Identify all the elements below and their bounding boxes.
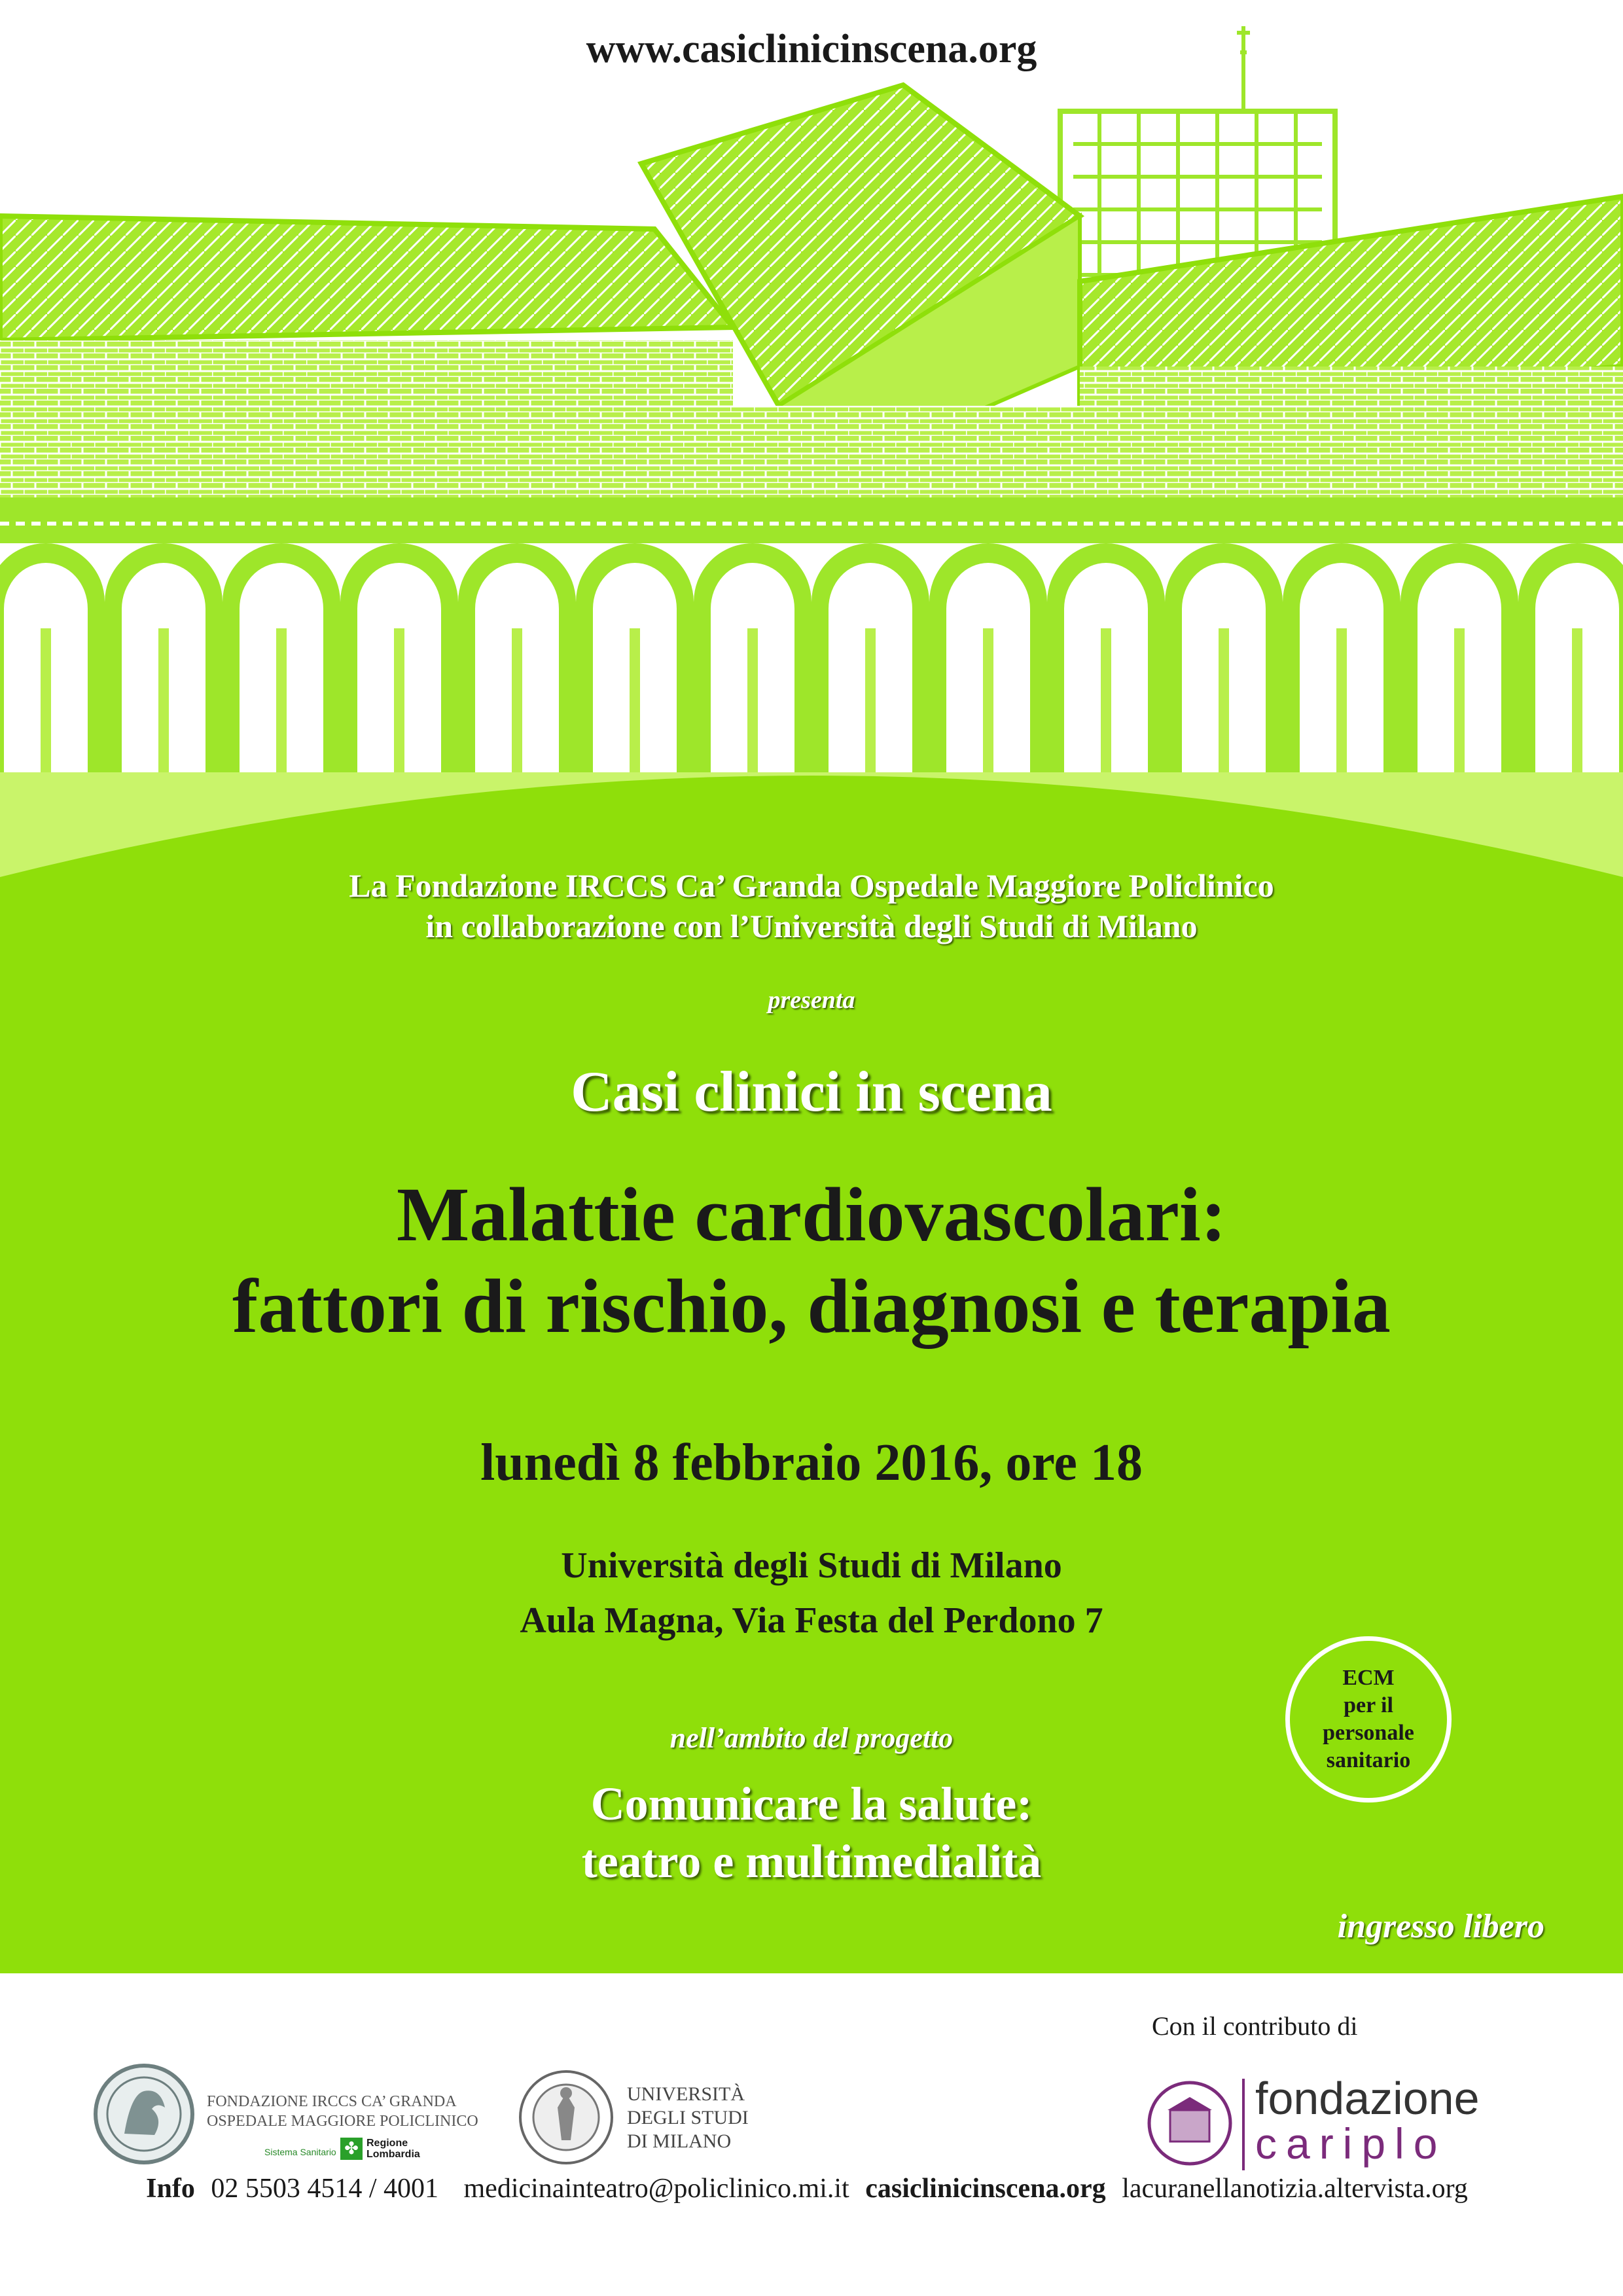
venue-line-2: Aula Magna, Via Festa del Perdono 7 — [520, 1600, 1103, 1641]
info-email[interactable]: medicinainteatro@policlinico.mi.it — [463, 2174, 849, 2204]
project-title-line-1: Comunicare la salute: — [590, 1778, 1033, 1830]
policlinico-logo-line-1: FONDAZIONE IRCCS CA’ GRANDA — [207, 2093, 457, 2110]
column — [747, 628, 758, 772]
organizer-line-2: in collaborazione con l’Università degli Studi di Milano — [425, 908, 1198, 944]
info-phone: 02 5503 4514 / 4001 — [211, 2174, 439, 2204]
sistema-sanitario-label: Sistema Sanitario — [264, 2147, 336, 2157]
ecm-badge-line-1: ECM — [1342, 1666, 1395, 1690]
organizer-line-1: La Fondazione IRCCS Ca’ Granda Ospedale Maggiore Policlinico — [349, 867, 1274, 904]
column — [1101, 628, 1111, 772]
column — [983, 628, 993, 772]
project-intro: nell’ambito del progetto — [669, 1722, 954, 1754]
sponsor-label: Con il contributo di — [1152, 2011, 1358, 2041]
column — [276, 628, 287, 772]
presenta-label: presenta — [768, 986, 855, 1014]
project-title — [0, 1775, 1623, 1890]
organizer-intro — [0, 865, 1623, 946]
event-title — [0, 1169, 1623, 1352]
project-title-line-2: teatro e multimedialità — [581, 1835, 1042, 1888]
column — [394, 628, 404, 772]
column — [158, 628, 169, 772]
regione-line-1: Regione — [366, 2138, 408, 2149]
info-website[interactable]: casiclinicinscena.org — [865, 2174, 1106, 2204]
info-label: Info — [146, 2174, 195, 2204]
event-title-line-1: Malattie cardiovascolari: — [396, 1172, 1227, 1257]
cariplo-name-line-2: cariplo — [1255, 2119, 1447, 2168]
event-date: lunedì 8 febbraio 2016, ore 18 — [480, 1434, 1143, 1492]
ecm-badge-line-2: per il — [1344, 1693, 1393, 1717]
unimi-logo-text — [627, 2083, 749, 2153]
unimi-seal-logo — [517, 2068, 615, 2166]
regione-lombardia-icon: ✤ — [340, 2138, 363, 2160]
regione-lombardia-text — [366, 2138, 420, 2160]
column — [1454, 628, 1465, 772]
column — [1219, 628, 1229, 772]
column — [865, 628, 876, 772]
cariplo-seal-logo — [1145, 2079, 1234, 2168]
cloister-illustration — [0, 0, 1623, 890]
website-url[interactable]: www.casiclinicinscena.org — [586, 27, 1037, 71]
policlinico-seal-logo — [92, 2062, 196, 2166]
regione-line-2: Lombardia — [366, 2149, 420, 2160]
info-blog[interactable]: lacuranellanotizia.altervista.org — [1122, 2174, 1468, 2204]
policlinico-logo-line-2: OSPEDALE MAGGIORE POLICLINICO — [207, 2113, 478, 2130]
series-title: Casi clinici in scena — [571, 1060, 1052, 1124]
footer-info — [0, 2173, 1623, 2204]
ecm-badge-line-4: sanitario — [1326, 1748, 1411, 1772]
column — [512, 628, 522, 772]
column — [1336, 628, 1347, 772]
column — [41, 628, 51, 772]
free-entry-label: ingresso libero — [1337, 1908, 1544, 1945]
unimi-logo-line-3: DI MILANO — [627, 2130, 732, 2152]
venue-line-1: Università degli Studi di Milano — [561, 1545, 1062, 1586]
cariplo-divider — [1242, 2079, 1245, 2170]
column — [630, 628, 640, 772]
unimi-logo-line-1: UNIVERSITÀ — [627, 2083, 745, 2105]
policlinico-logo-text — [207, 2092, 478, 2131]
cariplo-name-line-1: fondazione — [1255, 2073, 1480, 2124]
ecm-badge-line-3: personale — [1323, 1721, 1414, 1745]
column — [1572, 628, 1582, 772]
event-title-line-2: fattori di rischio, diagnosi e terapia — [232, 1263, 1391, 1349]
unimi-logo-line-2: DEGLI STUDI — [627, 2107, 749, 2128]
event-venue — [0, 1538, 1623, 1648]
